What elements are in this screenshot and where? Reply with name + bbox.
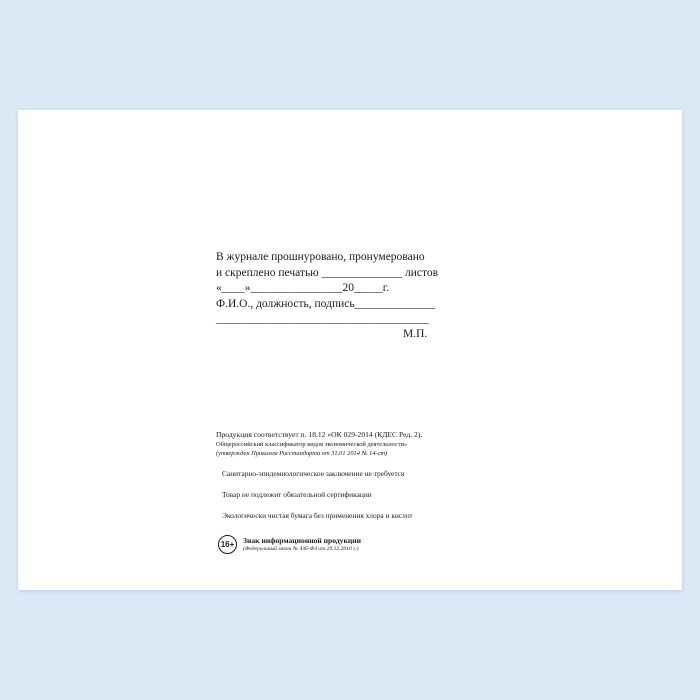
- certify-line-4: Ф.И.О., должность, подпись______________: [216, 297, 436, 310]
- legal-line-2: Общероссийский классификатор видов экономической деятельности»: [216, 441, 408, 448]
- legal-statement-sanitary: Санитарно-эпидемиологическое заключение не требуется: [222, 469, 405, 478]
- legal-block: [216, 430, 516, 521]
- legal-statement-ecology: Экологически чистая бумага без применения хлора и кислот: [222, 511, 413, 520]
- information-mark-block: [218, 535, 361, 554]
- certify-line-1: В журнале прошнуровано, пронумеровано: [216, 251, 425, 263]
- certification-block: [216, 250, 516, 328]
- age-rating-icon: 16+: [218, 535, 237, 554]
- certify-line-2: и скреплено печатью ______________ листов: [216, 266, 439, 279]
- page-content: [18, 110, 682, 590]
- information-mark-title: Знак информационной продукции: [243, 535, 361, 545]
- certify-line-5: _____________________________________: [216, 313, 429, 325]
- certify-line-3: «____»________________20_____г.: [216, 282, 390, 294]
- information-mark-subtitle: (Федеральный закон № 436-ФЗ от 29.12.2010 г.): [243, 546, 359, 553]
- legal-line-3: (утвержден Приказом Росстандарта от 31.01 2014 № 14-ст): [216, 450, 388, 457]
- legal-line-1: Продукция соответствует п. 18.12 «ОК 029-2014 (КДЕС Ред. 2).: [216, 430, 423, 439]
- information-mark-text: [243, 536, 361, 554]
- legal-statement-certification: Товар не подлежит обязательной сертификации: [222, 490, 372, 499]
- document-page: [18, 110, 682, 590]
- seal-place-label: М.П.: [403, 328, 428, 340]
